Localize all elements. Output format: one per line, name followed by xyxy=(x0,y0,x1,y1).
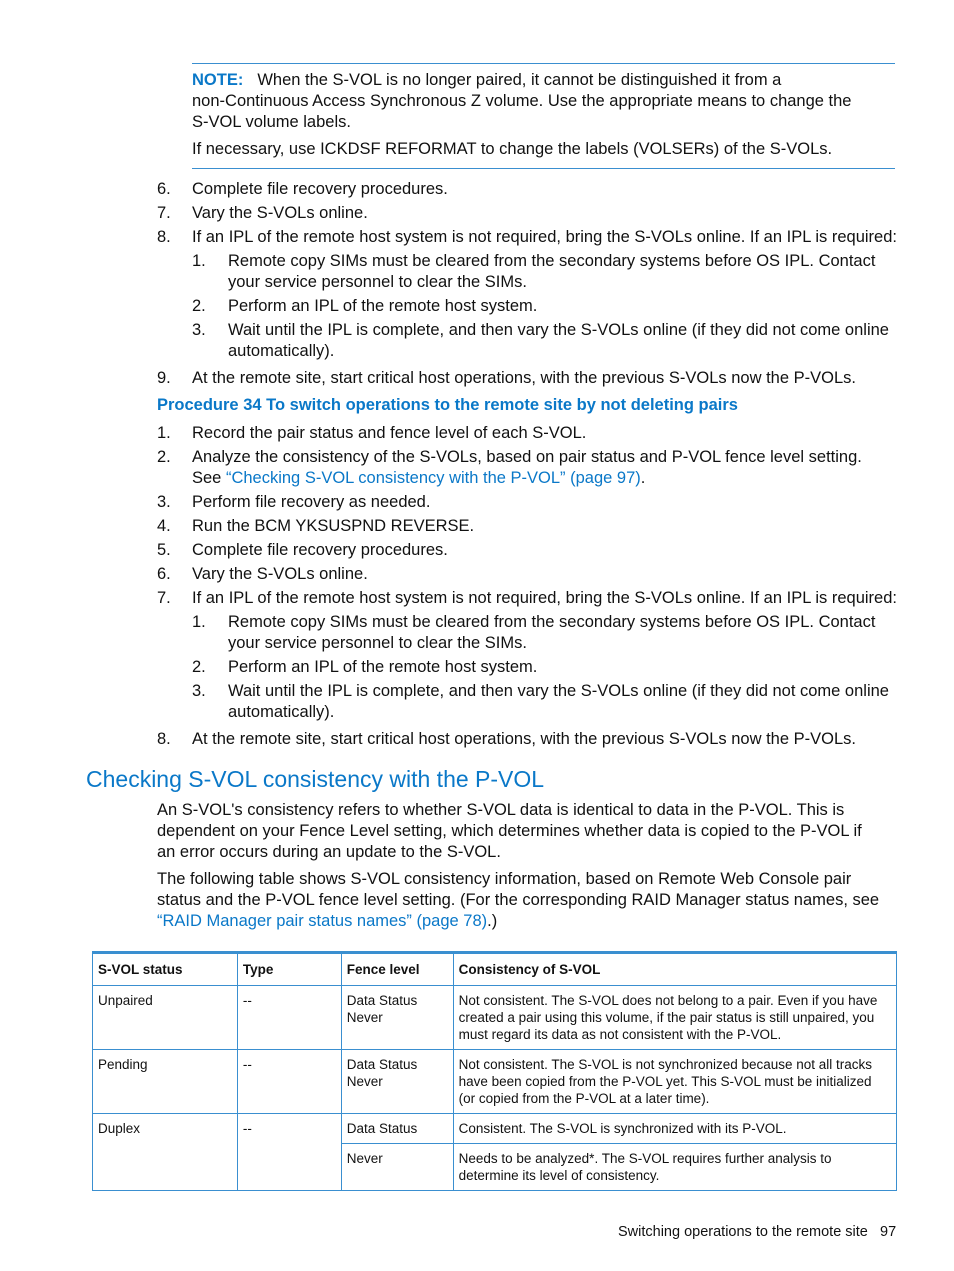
paragraph-line: dependent on your Fence Level setting, which determines whether data is copied to the P-VOL if xyxy=(157,822,862,840)
table-header: Fence level xyxy=(341,953,453,986)
list-item: At the remote site, start critical host operations, with the previous S-VOLs now the P-VOLs. xyxy=(192,369,856,387)
section-heading: Checking S-VOL consistency with the P-VOL xyxy=(86,766,545,792)
table-row xyxy=(93,986,897,1050)
table-cell: Not consistent. The S-VOL does not belong to a pair. Even if you have created a pair using this volume, if the pair status is still unpaired, you must regard its data as not consistent with the P-VOL. xyxy=(453,986,896,1050)
sublist-number: 2. xyxy=(192,297,206,315)
list-item: At the remote site, start critical host operations, with the previous S-VOLs now the P-VOLs. xyxy=(192,730,856,748)
sublist-item-cont: your service personnel to clear the SIMs. xyxy=(228,634,527,652)
list-number: 2. xyxy=(157,448,171,466)
table-header: Type xyxy=(237,953,341,986)
paragraph-line: status and the P-VOL fence level setting. (For the corresponding RAID Manager status names, see xyxy=(157,891,880,909)
svol-consistency-table xyxy=(92,951,897,1191)
table-row xyxy=(93,1114,897,1144)
procedure-title: Procedure 34 To switch operations to the remote site by not deleting pairs xyxy=(157,396,738,414)
note-label: NOTE: xyxy=(192,71,244,89)
list-number: 7. xyxy=(157,204,171,222)
sublist-item: Wait until the IPL is complete, and then vary the S-VOLs online (if they did not come online xyxy=(228,321,889,339)
page-97-link[interactable]: “Checking S-VOL consistency with the P-VOL” (page 97) xyxy=(225,469,641,487)
list-item: Analyze the consistency of the S-VOLs, based on pair status and P-VOL fence level setting. xyxy=(192,448,862,466)
sublist-number: 1. xyxy=(192,252,206,270)
table-cell: Data Status xyxy=(341,1114,453,1144)
sublist-number: 3. xyxy=(192,682,206,700)
list-item: Complete file recovery procedures. xyxy=(192,541,448,559)
table-cell: -- xyxy=(237,986,341,1050)
sublist-item-cont: automatically). xyxy=(228,703,335,721)
sublist-number: 2. xyxy=(192,658,206,676)
note-extra: If necessary, use ICKDSF REFORMAT to change the labels (VOLSERs) of the S-VOLs. xyxy=(192,140,833,158)
table-cell: Pending xyxy=(93,1050,238,1114)
table-cell: Needs to be analyzed*. The S-VOL requires further analysis to determine its level of consistency. xyxy=(453,1144,896,1191)
list-number: 8. xyxy=(157,228,171,246)
table-header: S-VOL status xyxy=(93,953,238,986)
table-cell: Never xyxy=(341,1144,453,1191)
table-cell: Unpaired xyxy=(93,986,238,1050)
list-number: 3. xyxy=(157,493,171,511)
sublist-number: 3. xyxy=(192,321,206,339)
sublist-item-cont: automatically). xyxy=(228,342,335,360)
page-number: 97 xyxy=(880,1224,897,1240)
list-number: 6. xyxy=(157,180,171,198)
list-number: 7. xyxy=(157,589,171,607)
list-number: 9. xyxy=(157,369,171,387)
paragraph-line: An S-VOL's consistency refers to whether S-VOL data is identical to data in the P-VOL. This is xyxy=(157,801,845,819)
list-item-cont: See “Checking S-VOL consistency with the P-VOL” (page 97). xyxy=(192,469,646,487)
sublist-item: Perform an IPL of the remote host system. xyxy=(228,297,538,315)
list-item: Perform file recovery as needed. xyxy=(192,493,431,511)
list-item: Record the pair status and fence level of each S-VOL. xyxy=(192,424,587,442)
note-line-1: NOTE: When the S-VOL is no longer paired, it cannot be distinguished it from a xyxy=(192,71,782,89)
sublist-item: Perform an IPL of the remote host system. xyxy=(228,658,538,676)
paragraph-line: an error occurs during an update to the S-VOL. xyxy=(157,843,501,861)
list-item: Run the BCM YKSUSPND REVERSE. xyxy=(192,517,475,535)
list-number: 8. xyxy=(157,730,171,748)
table-cell: Duplex xyxy=(93,1114,238,1191)
table-header: Consistency of S-VOL xyxy=(453,953,896,986)
list-item: If an IPL of the remote host system is not required, bring the S-VOLs online. If an IPL is required: xyxy=(192,228,897,246)
page-78-link[interactable]: “RAID Manager pair status names” (page 78) xyxy=(157,912,488,930)
list-number: 4. xyxy=(157,517,171,535)
sublist-item-cont: your service personnel to clear the SIMs. xyxy=(228,273,527,291)
list-item: If an IPL of the remote host system is not required, bring the S-VOLs online. If an IPL is required: xyxy=(192,589,897,607)
list-item: Vary the S-VOLs online. xyxy=(192,565,368,583)
sublist-item: Remote copy SIMs must be cleared from the secondary systems before OS IPL. Contact xyxy=(228,252,876,270)
table-row xyxy=(93,1050,897,1114)
note-line-3: S-VOL volume labels. xyxy=(192,113,351,131)
list-number: 5. xyxy=(157,541,171,559)
list-item: Vary the S-VOLs online. xyxy=(192,204,368,222)
footer-title: Switching operations to the remote site xyxy=(618,1224,868,1240)
table-cell: Not consistent. The S-VOL is not synchronized because not all tracks have been copied from the P-VOL yet. This S-VOL must be initialized (or copied from the P-VOL at a later time). xyxy=(453,1050,896,1114)
table-cell: Data Status Never xyxy=(341,986,453,1050)
table-header-row xyxy=(93,953,897,986)
table-cell: Data Status Never xyxy=(341,1050,453,1114)
sublist-number: 1. xyxy=(192,613,206,631)
note-line-2: non-Continuous Access Synchronous Z volume. Use the appropriate means to change the xyxy=(192,92,852,110)
table-cell: -- xyxy=(237,1114,341,1191)
table-cell: -- xyxy=(237,1050,341,1114)
table-cell: Consistent. The S-VOL is synchronized with its P-VOL. xyxy=(453,1114,896,1144)
sublist-item: Remote copy SIMs must be cleared from the secondary systems before OS IPL. Contact xyxy=(228,613,876,631)
paragraph-line: “RAID Manager pair status names” (page 78).) xyxy=(157,912,498,930)
list-item: Complete file recovery procedures. xyxy=(192,180,448,198)
paragraph-line: The following table shows S-VOL consistency information, based on Remote Web Console pair xyxy=(157,870,852,888)
sublist-item: Wait until the IPL is complete, and then vary the S-VOLs online (if they did not come online xyxy=(228,682,889,700)
list-number: 1. xyxy=(157,424,171,442)
list-number: 6. xyxy=(157,565,171,583)
